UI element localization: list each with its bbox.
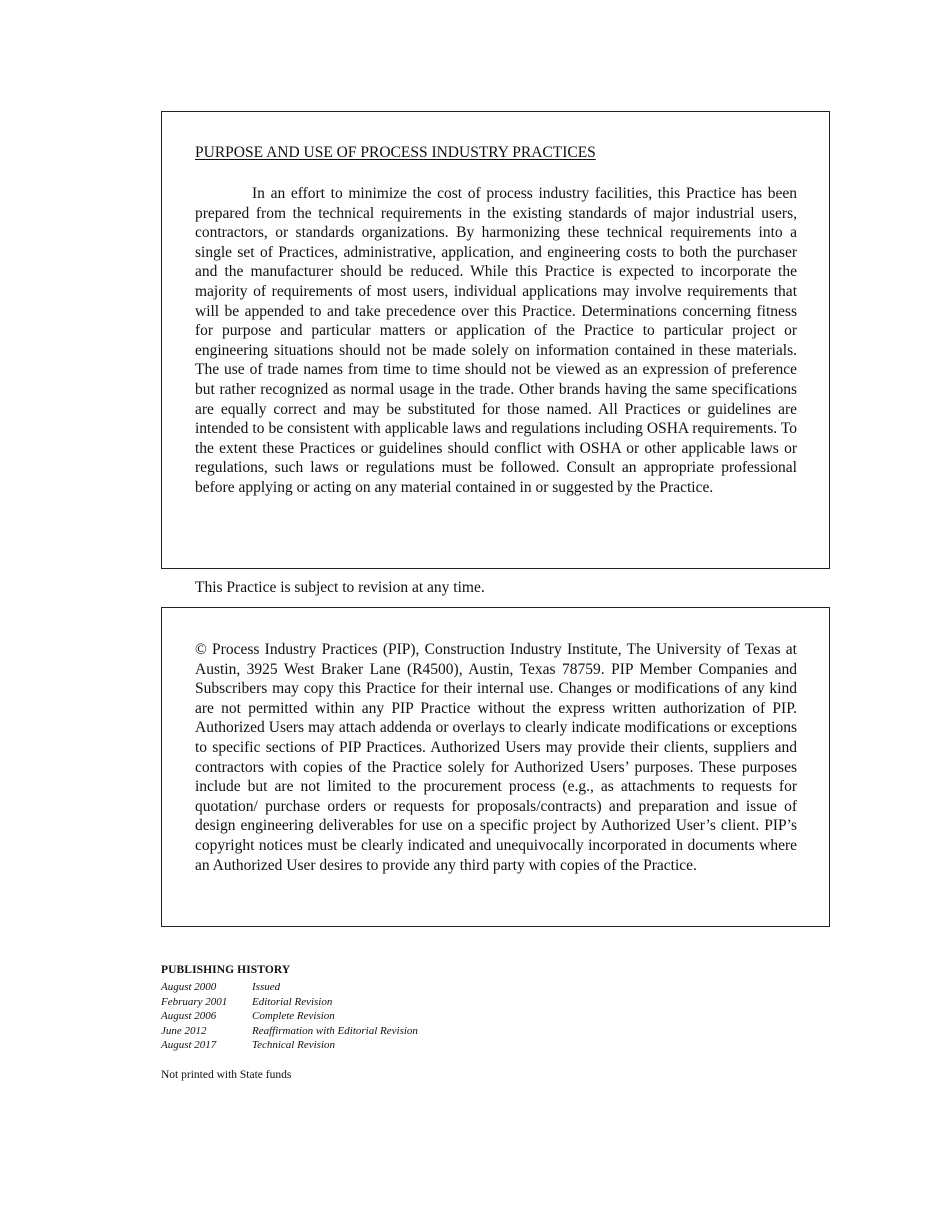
history-entry xyxy=(161,980,418,995)
history-description: Issued xyxy=(252,981,281,993)
history-entry xyxy=(161,995,418,1010)
copyright-paragraph: © Process Industry Practices (PIP), Construction Industry Institute, The University of Texas at Austin, 3925 West Braker Lane (R4500), Austin, Texas 78759. PIP Member Companies and Subscribers may copy this Practice for their internal use. Changes or modifications of any kind are not permitted within any PIP Practice without the express written authorization of PIP. Authorized Users may attach addenda or overlays to clearly indicate modifications or exceptions to specific sections of PIP Practices. Authorized Users may provide their clients, suppliers and contractors with copies of the Practice solely for Authorized Users’ purposes. These purposes include but are not limited to the procurement process (e.g., as attachments to requests for quotation/ purchase orders or requests for proposals/contracts) and preparation and issue of design engineering deliverables for use on a specific project by Authorized User’s client. PIP’s copyright notices must be clearly indicated and unequivocally incorporated in documents where an Authorized User desires to provide any third party with copies of the Practice. xyxy=(195,641,797,874)
history-description: Reaffirmation with Editorial Revision xyxy=(252,1024,418,1037)
history-date: February 2001 xyxy=(161,995,228,1008)
publishing-history-title: PUBLISHING HISTORY xyxy=(161,964,291,976)
history-entry xyxy=(161,1038,418,1053)
history-date: August 2000 xyxy=(161,981,217,993)
purpose-paragraph: In an effort to minimize the cost of process industry facilities, this Practice has been prepared from the technical requirements in the existing standards of major industrial users, contractors, or standards organizations. By harmonizing these technical requirements into a single set of Practices, administrative, application, and engineering costs to both the purchaser and the manufacturer should be reduced. While this Practice is expected to incorporate the majority of requirements of most users, individual applications may involve requirements that will be appended to and take precedence over this Practice. Determinations concerning fitness for purpose and particular matters or application of the Practice to particular project or engineering situations should not be made solely on information contained in these materials. The use of trade names from time to time should not be viewed as an expression of preference but rather recognized as normal usage in the trade. Other brands having the same specifications are equally correct and may be substituted for those named. All Practices or guidelines are intended to be consistent with applicable laws and regulations including OSHA requirements. To the extent these Practices or guidelines should conflict with OSHA or other applicable laws or regulations, such laws or regulations must be followed. Consult an appropriate professional before applying or acting on any material contained in or suggested by the Practice. xyxy=(195,185,797,496)
publishing-history xyxy=(161,964,418,1053)
history-description: Editorial Revision xyxy=(252,995,333,1008)
history-description: Technical Revision xyxy=(252,1039,335,1051)
footer-note: Not printed with State funds xyxy=(161,1069,292,1081)
history-date: August 2017 xyxy=(161,1039,217,1051)
history-entry xyxy=(161,1024,418,1039)
history-description: Complete Revision xyxy=(252,1010,335,1022)
purpose-heading: PURPOSE AND USE OF PROCESS INDUSTRY PRACTICES xyxy=(195,144,596,161)
history-entry xyxy=(161,1009,418,1024)
history-date: June 2012 xyxy=(161,1024,207,1037)
history-date: August 2006 xyxy=(161,1010,217,1022)
revision-note: This Practice is subject to revision at any time. xyxy=(195,579,485,596)
